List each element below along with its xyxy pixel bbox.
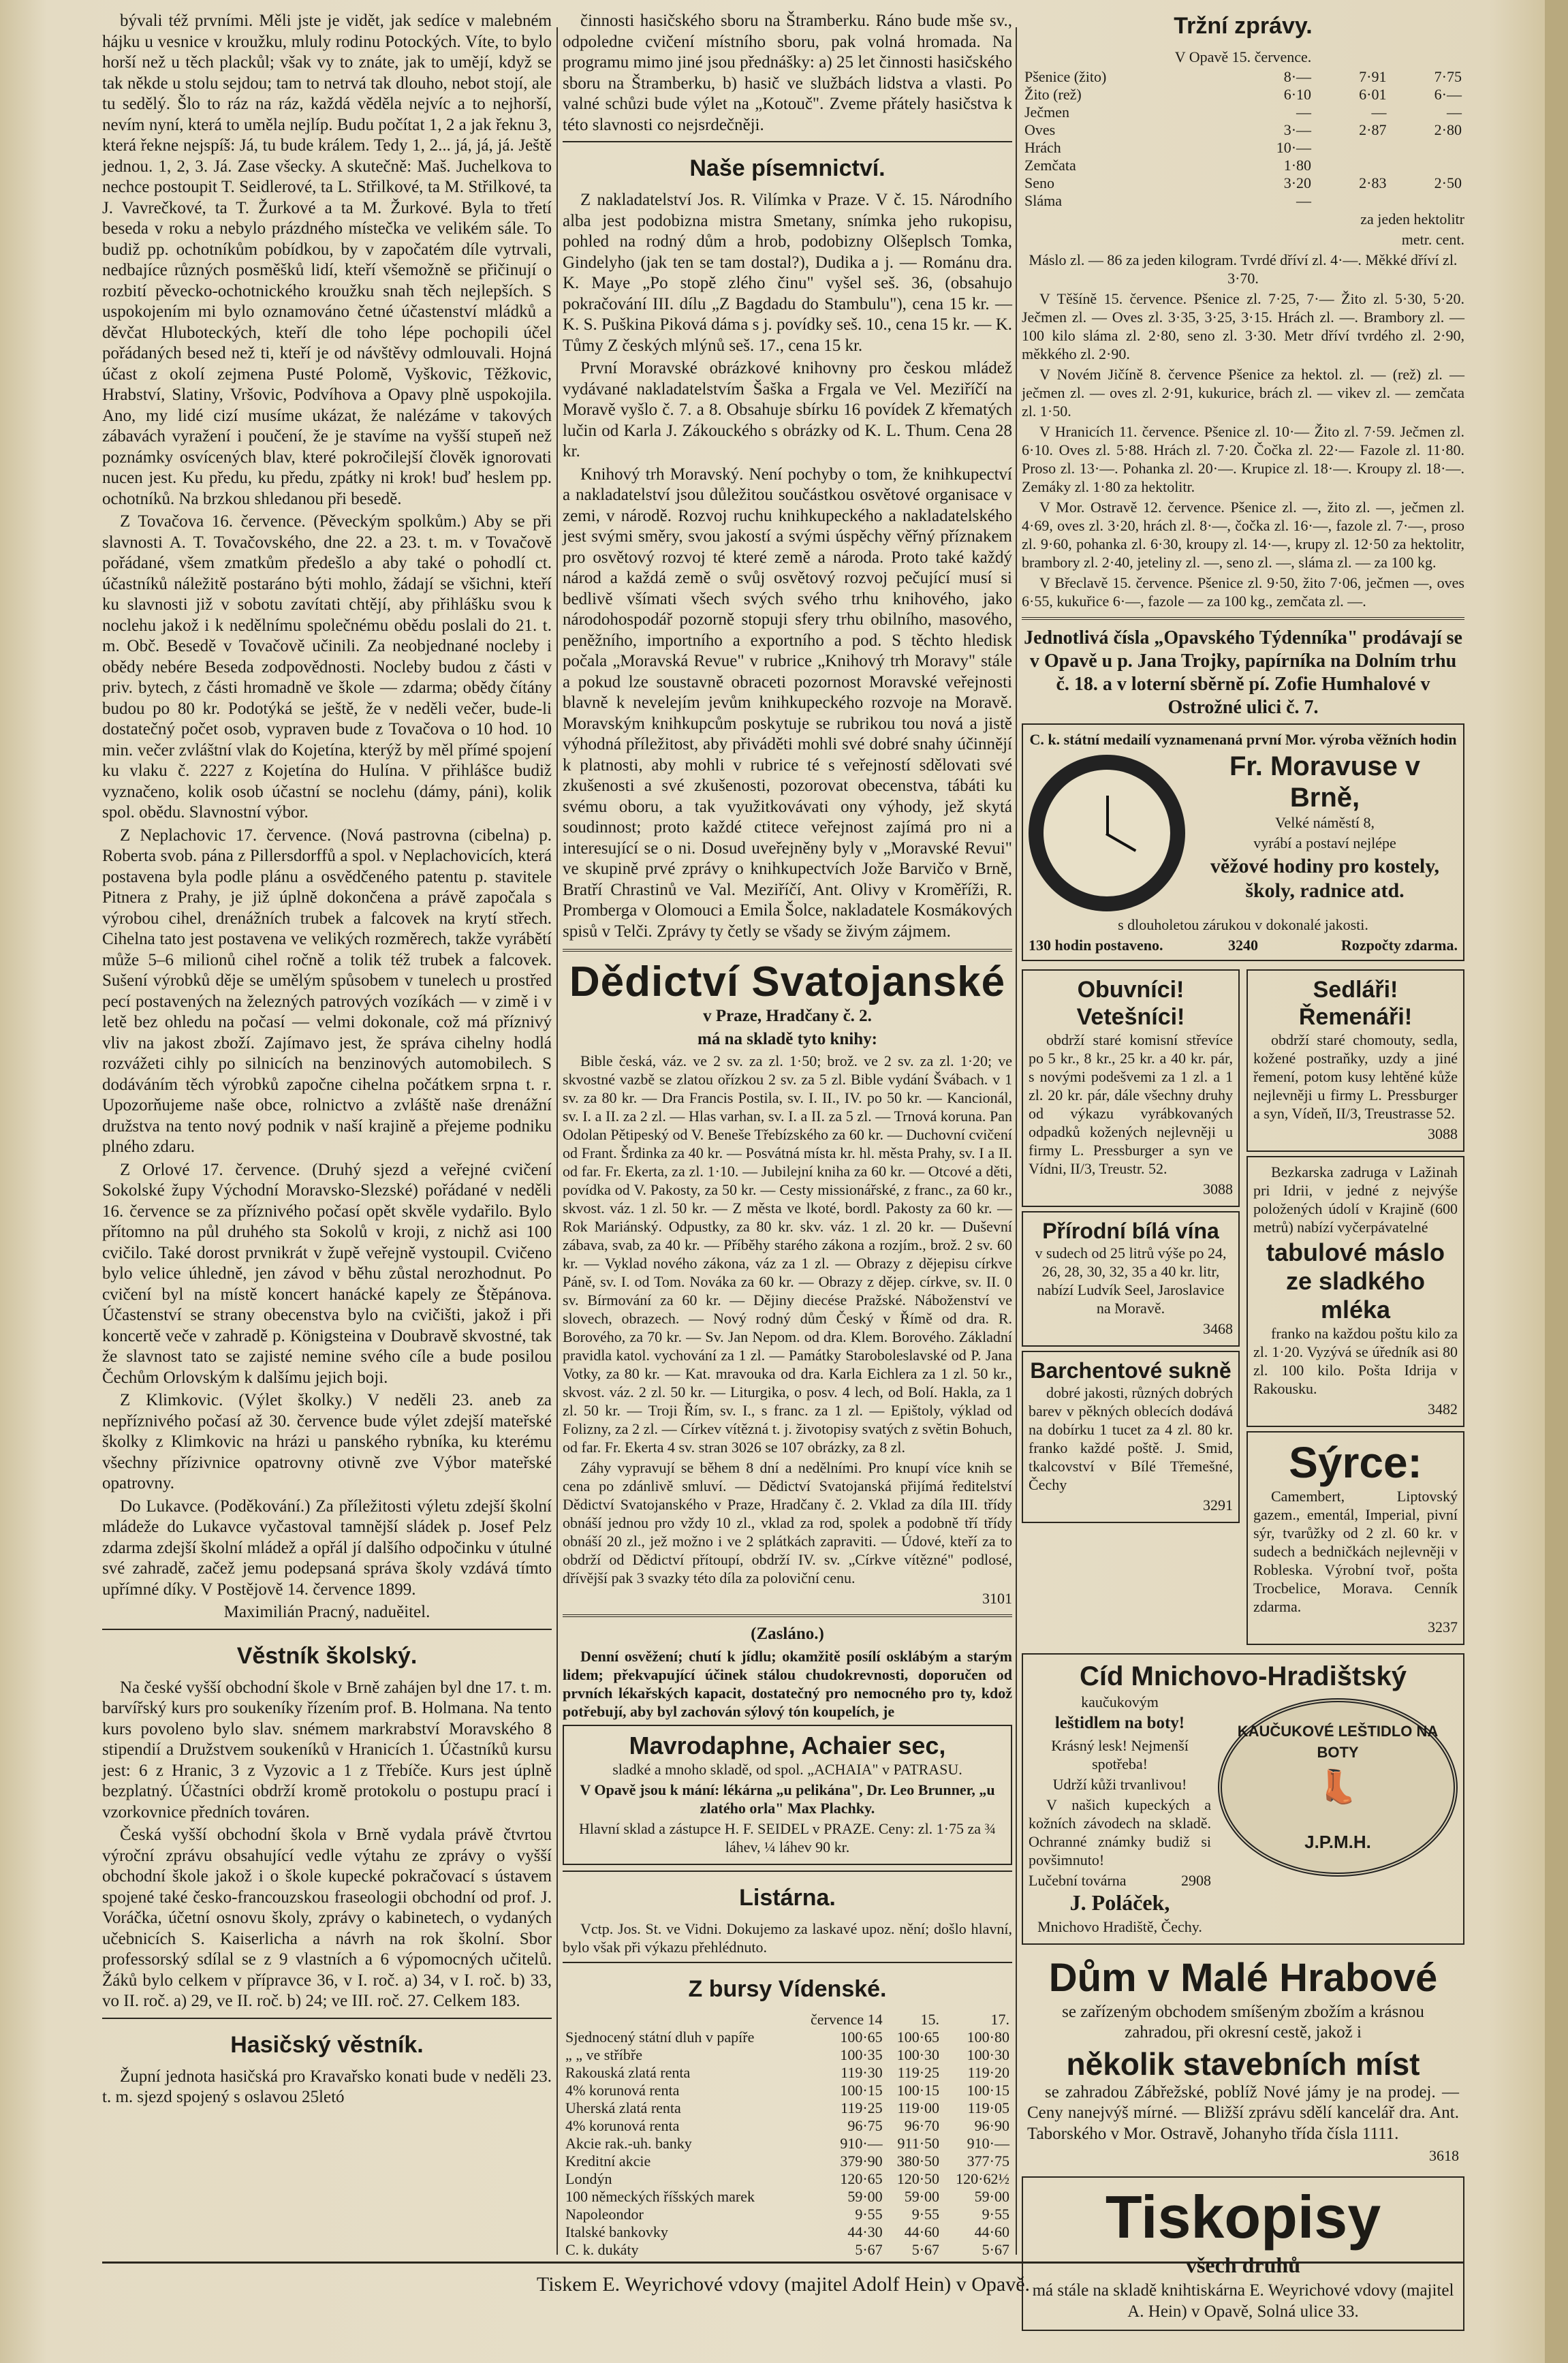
saddle-body: obdrží staré chomouty, sedla, kožené postraňky, uzdy a jiné řemení, potom kusy lehtěné kůže nejlevněji u firmy L. Pressburger a syn, Vídeň, II/3, Treustrasse 52. <box>1253 1031 1458 1122</box>
cheese-title: Sýrce: <box>1289 1438 1422 1487</box>
quote-cell: 119·05 <box>967 2099 1009 2116</box>
heading-market: Tržní zprávy. <box>1174 13 1313 39</box>
quote-cell: 120·65 <box>840 2170 883 2187</box>
market-row <box>1022 174 1464 192</box>
article-orlova: Z Orlové 17. července. (Druhý sjezd a veřejné cvičení Sokolské župy Východní Moravsko-Slezské) pořádané v neděli 16. července se za příznivého počasí opět skvěle vydařilo. Bylo přítomno na půl druhého sta Sokolů v kroji, z nichž asi 100 cvičilo. Také dorost prvnikrát v župě veřejně vystoupil. Cvičeno bylo velice úhledně, jen závod v běhu zůstal nerozhodnut. Po cvičení byl na místě koncert hanácké kapely ze Štěpánova. Účastenství se strany obecenstva bylo na cvičišti, jakož i při koncertě veče v zahradě p. Königsteina v Doubravě skvostné, tak že slavnost tato se zajisté nemine svého cíle a bude posilou Čechům Orlovským k dalšímu jejich boji. <box>102 1160 552 1387</box>
ad-code: 3291 <box>1203 1497 1233 1514</box>
table-row <box>563 2223 1012 2241</box>
table-row <box>563 2241 1012 2259</box>
date-col: 17. <box>990 2010 1009 2028</box>
ad-code: 3618 <box>1429 2147 1459 2164</box>
price-cell: 7·75 <box>1434 68 1462 85</box>
quote-cell: 96·75 <box>847 2116 883 2134</box>
polish-shine: Krásný lesk! Nejmenší spotřeba! <box>1051 1736 1189 1772</box>
clock-top: C. k. státní medailí vyznamenaná první Mor. výroba věžních hodin <box>1029 731 1457 748</box>
polish-factory: Lučební továrna <box>1029 1871 1127 1889</box>
quote-cell: 379·90 <box>840 2152 883 2170</box>
sales-notice: Jednotlivá čísla „Opavského Týdenníka" prodávají se v Opavě u p. Jana Trojky, papírníka na Dolním trhu č. 18. a v loterní sběrně pí. Zofie Humhalové v Ostrožné ulici č. 7. <box>1024 627 1462 718</box>
seal-text: KAUČUKOVÉ LEŠTIDLO NA BOTY <box>1237 1723 1439 1761</box>
price-cell <box>1390 192 1465 210</box>
price-cell: 2·50 <box>1434 174 1462 191</box>
quote-cell: 9·55 <box>982 2205 1009 2223</box>
price-cell <box>1314 139 1389 157</box>
article-school-1: Na české vyšší obchodní škole v Brně zahájen byl dne 17. t. m. barvířský kurs pro soukeníky řízením prof. B. Holmana. Na tento kurs povoleno bylo slav. snémem markrabství Moravského 8 stipendií a Družstvem soukeníků v Hranicích 1. Účastníků kursu jest: 6 z Hranic, 3 z Vyzovic a 1 z Třebíče. Kurs jest úplně bezplatný. Účastníci obdrží kromě protokolu o postupu prací i vzorkovnice předních továren. <box>102 1678 552 1821</box>
shoes-title: Obuvníci! Vetešníci! <box>1076 977 1185 1030</box>
butter-note: Bezkarska zadruga v Lažinah pri Idrii, v jedné z nejvýše položených údolí v Krajině (600 metrů) nabízí vyčerpávatelné <box>1253 1163 1458 1236</box>
divider <box>563 1962 1012 1963</box>
cheese-ad <box>1246 1431 1464 1645</box>
table-row <box>563 2170 1012 2188</box>
article-school-2: Česká vyšší obchodní škola v Brně vydala právě čtvrtou výroční zprávu obsahující vedle výtahu ze zprávy o vyšší obchodní škole jakož i o škole kupecké pokračovací s ústavem spojené také česko-francouzskou fraseologii obchodní od prof. J. Voráčka, účetní osnovu školy, zprávy o kabinetech, o vydaných učebnicích S. Kaiserlicha a návrh na rok školní. Sbor professorský sdílal se z 9 vlastních a 6 výpomocných učitelů. Žáků bylo celkem v přípravce 36, v I. roč. a) 34, v I. roč. b) 33, vo II. roč. a) 29, ve II. roč. b) 24; ve III. roč. 27. Celkem 183. <box>102 1826 552 2010</box>
quote-cell: 100·35 <box>840 2046 883 2063</box>
zaslano-text: Denní osvěžení; chutí k jídlu; okamžitě posílí osklábým a starým lidem; překvapující účinek stálou chudokrevnosti, doporučen od prvních lékařských kapacit, dostatečný pro nemocného pro ty, kdož potřebují, aby byl zachován sýlový tón koupelích, je <box>563 1647 1012 1720</box>
price-cell: — <box>1296 192 1312 209</box>
commodity-name: Seno <box>1024 174 1054 191</box>
price-cell: — <box>1447 104 1462 121</box>
quote-cell: 377·75 <box>967 2152 1009 2170</box>
polish-name: J. Poláček, <box>1069 1890 1170 1915</box>
date-col: 15. <box>920 2010 940 2028</box>
saddle-ad <box>1246 969 1464 1152</box>
quote-cell: 100·15 <box>840 2081 883 2099</box>
market-other: V Hranicích 11. července. Pšenice zl. 10·— Žito zl. 7·59. Ječmen zl. 6·10. Oves zl. 5·88. Hrách zl. 7·20. Čočka zl. 22·— Fazole zl. 11·80. Proso zl. 13·—. Pohanka zl. 20·—. Krupice zl. 18·—. Kroupy zl. 18·—. Zemáky zl. 1·80 za hektolitr. <box>1022 423 1464 495</box>
quote-cell: 5·67 <box>911 2240 940 2258</box>
quote-cell: 9·55 <box>911 2205 940 2223</box>
butter-body: franko na každou poštu kilo za zl. 1·20. Vyzývá se úředník asi 80 zl. 100 kilo. Pošta Idrija v Rakousku. <box>1253 1325 1458 1397</box>
ad-code: 3240 <box>1228 937 1258 954</box>
boot-icon: 👢 <box>1317 1769 1358 1805</box>
printer-footer: Tiskem E. Weyrichové vdovy (majitel Adolf Hein) v Opavě. <box>102 2262 1464 2296</box>
quote-cell: 911·50 <box>897 2134 940 2152</box>
quote-cell: 5·67 <box>855 2240 883 2258</box>
article-klimkovice: Z Klimkovic. (Výlet školky.) V neděli 23. aneb za nepříznivého počasí až 30. července bude výlet zdejší mateřské školky z Klimkovic na hrázi u panského rybníka, ku kterému všechny přízivnice opatrovny otivně zve Výbor mateřské opatrovny. <box>102 1391 552 1492</box>
quote-cell: 59·00 <box>847 2187 883 2205</box>
commodity-name: Hrách <box>1024 139 1061 156</box>
commodity-name: Ječmen <box>1024 104 1069 121</box>
quote-cell: 119·25 <box>897 2063 940 2081</box>
market-opava: V Opavě 15. července. <box>1174 48 1312 65</box>
print-title: Tiskopisy <box>1105 2183 1381 2251</box>
zaslano-heading: (Zasláno.) <box>751 1625 824 1643</box>
price-cell: 3·— <box>1283 121 1312 138</box>
divider <box>563 141 1012 142</box>
article-lukavec: Do Lukavce. (Poděkování.) Za příležitosti výletu zdejší školní mládeže do Lukavce vyčastoval tamnější sládek p. Josef Pelz zdarma zdejší školní mládež a opřál jí dalšího odpočinku v útulné své zahradě, začež jemu podepsaná správa školy vzdává tímto upřímné díky. V Postějově 14. července 1899. <box>102 1497 552 1599</box>
table-row <box>563 2153 1012 2170</box>
table-row <box>563 2082 1012 2099</box>
svatojan-books: Bible česká, váz. ve 2 sv. za zl. 1·50; brož. ve 2 sv. za zl. 1·20; ve skvostné vazbě se zlatou ořízkou 2 sv. za 5 zl. Bible vydání Švábach. v 1 sv. za 80 kr. — Dra Francis Postila, sv. I. II., IV. po 50 kr. — Kancionál, sv. I. a II. za 2 zl. — Hlas varhan, sv. I. a II. za 5 zl. — Trnová koruna. Pan Odolan Pětipeský od V. Beneše Třebízského za 60 kr. — Duchovní cvičení od Frant. Šrdinka za 40 kr. — Posvátná místa kr. hl. města Prahy, sv. I a II. od far. Fr. Ekerta, za zl. 1·10. — Jubilejní kniha za 60 kr. — Otcové a děti, povídka od V. Pakosty, za 50 kr. — Cesty missionářské, z franc., za 60 kr., skvost. váz. 1 zl. 50 kr. — Z města ve lkoté, bordl. Pakosty za 60 kr. — Rok Mariánský. Odpustky, za 80 kr. skv. váz. 1 zl. 20 kr. — Duševní zábava, svab, za 40 kr. — Příběhy starého zákona a rozjím., brož. 2 sv. 60 kr. — Vyklad nového zákona, váz za 1 zl. — Obrazy z dějepisu církve Páně, sv. I. od Tom. Nováka za 60 kr. — Obrazy z dějep. církve, sv. II. 0 sv. Bírmování za 60 kr. — Dějiny diecése Pražské. Náboženství ve slovech, obrazech. — Nový rodný dům Český v Římě od dra. R. Borového, za 70 kr. — Sv. Jan Nepom. od dra. Klem. Borového. Základní pravidla katol. vychování za 1 zl. — Památky Staroboleslavské od P. Jana Votky, za 80 kr. — Kat. mravouka od dra. Karla Eichlera za 1 zl. 50 kr., skvost. váz. 2 zl. 50 kr. — Liturgika, o posv. 4 lech, od Bolí. Hakla, za 1 zl. 50 kr. — Troji Řím, sv. I., s franc. za 1 zl. — Epištoly, výklad od Folizny, za 2 zl. — Církev vítězná t. j. životopisy svatých z světin Bohuch, od far. Fr. Ekerta 4 sv. stran 3026 se 107 obrázky, za 8 zl. <box>563 1052 1012 1456</box>
quote-cell: 9·55 <box>855 2205 883 2223</box>
market-row <box>1022 104 1464 121</box>
polish-body: V našich kupeckých a kožních závodech na skladě. Ochranné známky budiž si povšimnuto! <box>1029 1796 1211 1868</box>
date-col: července 14 <box>811 2010 883 2028</box>
cloth-ad <box>1022 1351 1240 1523</box>
house-body: se zařízeným obchodem smíšeným zbožím a krásnou zahradou, při okresní cestě, jakož i <box>1062 2002 1424 2041</box>
cloth-title: Barchentové sukně <box>1030 1358 1232 1383</box>
market-other: V Novém Jičíně 8. července Pšenice za hektol. zl. — (rež) zl. — ječmen zl. — oves zl. 2·91, kukurice, brách zl. — vikev zl. — zemčata zl. 1·50. <box>1022 366 1464 420</box>
price-cell: 10·— <box>1276 139 1312 156</box>
column-2 <box>563 11 1012 2259</box>
column-divider <box>556 27 558 2255</box>
shoes-ad <box>1022 969 1240 1207</box>
security-name: „ „ ve stříbře <box>565 2046 642 2063</box>
commodity-name: Zemčata <box>1024 157 1076 174</box>
market-other: V Břeclavě 15. července. Pšenice zl. 9·50, žito 7·06, ječmen —, oves 6·55, kukuřice 6·—, fazole — za 100 kg., zemčata zl. —. <box>1022 574 1464 610</box>
print-ad <box>1022 2176 1464 2331</box>
lit-item: První Moravské obrázkové knihovny pro českou mládež vydávané nakladatelstvím Šaška a Frgala ve Vel. Meziříčí na Moravě vyšlo č. 7. a 8. Obsahuje sbírku 16 povídek Z křematých lučin od Karla J. Zákouckého s obrázky od K. L. Thum. Cena 28 kr. <box>563 359 1012 460</box>
table-row <box>563 2046 1012 2064</box>
page-edge <box>1545 0 1568 2363</box>
price-cell: 6·01 <box>1359 86 1387 103</box>
shoes-body: obdrží staré komisní střevíce po 5 kr., 8 kr., 25 kr. a 40 kr. pár, s novými podešvemi za 1 zl. a 1 zl. 20 kr. pár, dále všechny druhy od výkazu vyrábkovaných odpadků kožených nejlevněji u firmy L. Pressburger a syn ve Vídni, II/3, Treustr. 52. <box>1029 1031 1233 1177</box>
column-1 <box>102 11 552 2259</box>
column-divider <box>1016 27 1017 2255</box>
letters-text: Vctp. Jos. St. ve Vidni. Dokujemo za laskavé upoz. nění; došlo hlavní, bylo však při výkazu přehlédnuto. <box>563 1920 1012 1956</box>
clock-line2: věžové hodiny pro kostely, školy, radnice atd. <box>1210 855 1440 902</box>
divider <box>1022 617 1464 620</box>
table-row <box>563 2029 1012 2046</box>
saddle-title: Sedláři! Řemenáři! <box>1298 977 1413 1030</box>
quote-cell: 59·00 <box>904 2187 940 2205</box>
market-note: Máslo zl. — 86 za jeden kilogram. Tvrdé dříví zl. 4·—. Měkké dříví zl. 3·70. <box>1029 251 1458 287</box>
wine-title: Mavrodaphne, Achaier sec, <box>629 1731 946 1759</box>
security-name: Kreditní akcie <box>565 2152 651 2170</box>
heading-school: Věstník školský. <box>236 1642 418 1669</box>
divider <box>102 2018 552 2019</box>
security-name: Italské bankovky <box>565 2223 668 2240</box>
quote-cell: 100·80 <box>967 2028 1009 2046</box>
commodity-name: Pšenice (žito) <box>1024 68 1107 85</box>
table-row <box>563 2206 1012 2223</box>
price-cell <box>1314 192 1389 210</box>
clock-addr: Velké náměstí 8, <box>1274 814 1375 831</box>
svatojan-sub: má na skladě tyto knihy: <box>697 1029 877 1048</box>
heading-literature: Naše písemnictví. <box>689 155 885 181</box>
svatojan-address: v Praze, Hradčany č. 2. <box>703 1007 872 1025</box>
clock-ad <box>1022 723 1464 961</box>
quote-cell: 44·30 <box>847 2223 883 2240</box>
divider <box>563 949 1012 952</box>
security-name: Uherská zlatá renta <box>565 2099 681 2116</box>
house-title: Dům v Malé Hrabové <box>1048 1955 1438 2000</box>
price-cell: 2·80 <box>1434 121 1462 138</box>
article-tovacov: Z Tovačova 16. července. (Pěveckým spolkům.) Aby se při slavnosti A. T. Tovačovského, dne 22. a 23. t. m. v Tovačově pořádané, všem zmatkům předešlo a aby také o pohodlí ct. účastníků náležitě postaráno býti mohlo, žádají se všichni, kteří ku slavnosti již v sobotu zavítati chtějí, aby přihlášku svou k noclehu jakož i k nedělnímu společnému obědu poslali do 21. t. m. Obč. Besedě v Tovačově učinili. Za neobjednané nocleby i obědy nebére Beseda zodpovědnosti. Nocleby budou z části v priv. bytech, z části hromadně ve škole — zdarma; obědy čítány budou po 80 kr. Podotýká se ještě, že v neděli večer, bude-li dostatečný počet osob, vypraven bude z Tovačova o 10 hod. 10 min. večer zvláštní vlak do Kojetína, kterýž by měl přímé spojení ku vlaku č. 2227 z Kojetína do Hulína. V přihlášce budiž vyznačeno, kolik osob účastní se noclehu (dámy, páni), kolik spol. obědu. Slavnostní výbor. <box>102 512 552 821</box>
article-intro: činnosti hasičského sboru na Štramberku. Ráno bude mše sv., odpoledne cvičení místního sboru, pak volná hromada. Na programu mimo jiné jsou přednášky: a) 25 let činnosti hasičského sboru na Štramberku, b) hasič ve službách lidstva a vlasti. Po valné schůzi bude výlet na „Kotouč". Zveme přátely hasičstva k této slavnosti co nejsrdečněji. <box>563 12 1012 134</box>
lit-item: Knihový trh Moravský. Není pochyby o tom, že knihkupectví a nakladatelství jsou důležitou součástkou osvětové organisace v zemi, v národě. Rozvoj ruchu knihkupeckého a nakladatelského jest svými směry, svou jakostí a svými úspěchy věřný příznakem pro osvětový rozvoj té které země a národa. Proto také každý národ a každá země o svůj osvětový rozvoj pečující musí si bedlivě všímati všech svých svého trhu knihového, jako národohospodář pozorně stopuji sfery trhu obilního, masového, peněžního, importního a exportního a pod. S těchto hledisk počala „Moravská Revue" v rubrice „Knihový trh Moravy" stále a pokud lze soustavně obraceti pozornost Moravské veřejnosti blavně k nevelejím jevům knihkupeckého rozvoje na Moravě. Moravským knihkupcům poskytuje se rubrikou tou nová a jistě výhodná příležitost, aby přiváděti mohli své dobré snahy účinnějí k platnosti, aby mohli v rubrice té s veřejností sdělovati své zkušenosti a své zkušenosti, pozorovat obecenstva, tábáti ku svému oboru, a tak využitkovávati ony výhody, jež skytá soudinnost; proto každé ctitece veřejnost zajímá pro ni a interesující se o ni. Dosud uveřejněny byly v „Moravské Revui" ve skupině prvé zprávy o knihkupectvích Jože Barvičo v Brně, Bratří Chrastinů ve Val. Meziříčí, Ant. Olivy v Kroměříži, R. Promberga v Olomouci a Emila Šolce, nakladatele Kosmákových spisů v Telči. Zprávy ty četly se všady se živým zájmem. <box>563 465 1012 941</box>
price-cell: 2·83 <box>1359 174 1387 191</box>
quote-cell: 100·30 <box>896 2046 940 2063</box>
house-big: několik stavebních míst <box>1066 2046 1420 2082</box>
quote-cell: 5·67 <box>982 2240 1009 2258</box>
quote-cell: 100·65 <box>840 2028 883 2046</box>
article-neplachovice: Z Neplachovic 17. července. (Nová pastrovna (cibelna) p. Roberta svob. pána z Pillersdorffů a spol. v Neplachovicích, která postavena byla podle plánu a osvědčeného patentu p. stavitele Pitnera z Prahy, je již úplně dokončena a právě započala s výrobou cihel, drenážních trubek a falcovek na krytí střech. Cihelna tato jest postavena ve velikých rozměrech, takže vyrábětí může 5–6 milionů cihel ročně a tolik též trubek a falcovek. Sušení výrobků děje se umělým spůsobem v tunelech u prostřed pecí postavených na železných patrových vozíkách — v zimě i v letě bez ohledu na počasí — velmi dokonale, což má příznivý vliv na jakost zboží. Zajímavo jest, že správa cihelny hodlá rozvážeti cihly po silnicích na benzinových automobilech. S dodáváním těch výrobků započne cihelna počátkem srpna t. r. Upozorňujeme naše obce, rolnictvo a zvláště naše drenážní družstva na tento nový podnik v naší krajině a přejeme podniku plného zdaru. <box>102 826 552 1156</box>
wine2-title: Přírodní bílá vína <box>1042 1219 1219 1243</box>
price-cell: 3·20 <box>1283 174 1312 191</box>
ad-code: 2908 <box>1181 1871 1211 1889</box>
quote-cell: 100·15 <box>967 2081 1009 2099</box>
clock-right: Rozpočty zdarma. <box>1340 937 1458 954</box>
quote-cell: 96·90 <box>974 2116 1009 2134</box>
house-body2: se zahradou Zábřežské, poblíž Nové jámy je na prodej. — Ceny nanejvýš mírné. — Bližší zprávu sdělí kancelář dra. Ant. Taborského v Mor. Ostravě, Johanyho třída čísla 1111. <box>1027 2082 1459 2143</box>
svatojan-info: Záhy vypravují se během 8 dní a nedělními. Pro knupí více knih se cena po zdánlivě smluví. — Dědictví Svatojanská přijímá ředitelství Dědictví Svatojanského v Praze, Hradčany č. 2. Vklad za díla III. třídy obnáší jednou pro vždy 10 zl., vklad za rod, spolek a podobně tří třídy obnáší 20 zl., jež možno i ve 2 splátkách zapraviti. — Údové, kteří za to obdrží od Dědictví přítoupí, obdrží IV. sv. „Církve vítězné" podlosé, dřívější pak 3 svazky této díla za poloviční cenu. <box>563 1459 1012 1586</box>
column-3 <box>1022 11 1464 2321</box>
ad-code: 3482 <box>1428 1400 1458 1418</box>
table-row <box>563 2099 1012 2117</box>
quote-cell: 44·60 <box>974 2223 1009 2240</box>
divider <box>563 1614 1012 1617</box>
cloth-body: dobré jakosti, různých dobrých barev v pěkných oblecích dodává na dobírku 1 tucet za 4 zl. 80 kr. franko každé poště. J. Smid, tkalcovství v Bílé Třemešné, Čechy <box>1029 1384 1233 1493</box>
ad-code: 3468 <box>1203 1320 1233 1337</box>
wine-note: Hlavní sklad a zástupce H. F. SEIDEL v PRAZE. Ceny: zl. 1·75 za ¾ láhev, ¼ láhev 90 kr. <box>578 1819 997 1856</box>
commodity-name: Sláma <box>1024 192 1062 209</box>
ad-code: 3088 <box>1203 1180 1233 1198</box>
quote-cell: 59·00 <box>974 2187 1009 2205</box>
clock-line3: s dlouholetou zárukou v dokonalé jakosti. <box>1118 916 1368 933</box>
price-cell <box>1314 157 1389 174</box>
quote-cell: 119·25 <box>841 2099 883 2116</box>
article-text: bývali též prvními. Měli jste je vidět, jak sedíce v malebném hájku u vesnice v kroužku, mluly rodinu Potockých. Víte, to bylo horší než u těch plackůl; však vy to znáte, jak to umějí, když se tak někde u stolu sejdou; tam to netrvá tak dlouho, nebot stojí, ale tu sedělý. Šlo to ráz na ráz, každá věděla nejvíc a to nejhorší, nevím nyní, která to uměla nejlíp. Budu počítat 1, 2 a jak řeknu 3, která řekne nejspíš: Já, tu bude králem. Tedy 1, 2... já, já, já. Ještě jednou. 1, 2, 3. Já. Zase všecky. A skutečně: Maš. Juchelkova to nechce postoupit T. Seidlerové, ta L. Střilkové, ta M. Střilkové, ta J. Vavrečkové, ta T. Žurkové a ta M. Žurkové. Byla to třetí beseda v roku a nebylo prázdného místečka ve velikém sále. To budiž pp. ochotníkům pobídkou, by v započatém díle vytrvali, nedbajíce různých posměšků lidí, kteří všemožně se přičinují o rozbití pěvecko-ochotnického kroužku snah těch nejlepších. S uspokojením mi bylo oznamováno četné účastenství mládků a děvčat Hluboteckých, kteří dle toho lépe pochopili účel pořádaných besed než ti, kteří je od návštěvy odmlouvali. Hojná účast z okolí zejmena Pusté Polomě, Vyškovic, Těžkovic, Hrabství, Slatiny, Vršovic, Podvíhova a Opavy plně uspokojila. Ano, my lidé cizí musíme ukázat, že nalézáme v takových zábavách vyražení i poučení, že je stavíme na vyšší stupeň než poznámky osvícených blav, které pokročilejší člověk ignorovati nucen jest. Ku předu, ku předu, zpátky ni krok! buď heslem pp. ochotníků. Na brzkou shledanou při besedě. <box>102 12 552 508</box>
wine2-ad <box>1022 1211 1240 1347</box>
price-cell: 6·10 <box>1283 86 1312 103</box>
security-name: Londýn <box>565 2170 612 2187</box>
ad-code: 3237 <box>1428 1618 1458 1636</box>
heading-fire: Hasičský věstník. <box>230 2031 424 2058</box>
price-cell <box>1390 139 1465 157</box>
wine-ad <box>563 1725 1012 1865</box>
table-row <box>563 2117 1012 2135</box>
polish-sub: kaučukovým <box>1081 1693 1159 1710</box>
price-cell: 8·— <box>1283 68 1312 85</box>
quote-cell: 119·00 <box>897 2099 940 2116</box>
divider <box>563 1871 1012 1872</box>
market-row <box>1022 68 1464 86</box>
commodity-name: Oves <box>1024 121 1056 138</box>
price-cell: 6·— <box>1434 86 1462 103</box>
svatojan-title: Dědictví Svatojanské <box>569 958 1006 1005</box>
article-fire: Župní jednota hasičská pro Kravařsko konati bude v neděli 23. t. m. sjezd spojený s oslavou 25letó <box>102 2067 552 2106</box>
ad-code: 3101 <box>982 1590 1012 1607</box>
table-row <box>563 2188 1012 2206</box>
polish-place: Mnichovo Hradiště, Čechy. <box>1037 1918 1202 1935</box>
polish-title: Cíd Mnichovo-Hradištský <box>1079 1661 1407 1691</box>
clock-line1: vyrábí a postaví nejlépe <box>1253 834 1396 851</box>
lit-item: Z nakladatelství Jos. R. Vilímka v Praze. V č. 15. Národního alba jest podobizna mistra Smetany, snímka jeho rukopisu, pohled na rodný dům a hrob, podobizny Olšeplsch Tomka, Gindelyho (jak ten se tam dostal?), Dudika a j. — Románu dra. K. Maye „Po stopě zlého činu" vyšel seš. 36, (obsahujo pokračování III. dílu „Z Bagdadu do Stambulu"), cena 15 kr. — K. S. Puškina Piková dáma s j. povídky seš. 10., cena 15 kr. — K. Tůmy Z českých mlýnů seš. 17., cena 15 kr. <box>563 191 1012 355</box>
print-body: má stále na skladě knihtiskárna E. Weyrichové vdovy (majitel A. Hein) v Opavě, Solná ulice 33. <box>1032 2281 1454 2321</box>
quote-cell: 96·70 <box>904 2116 940 2134</box>
divider <box>102 1629 552 1630</box>
wine2-body: v sudech od 25 litrů výše po 24, 26, 28, 30, 32, 35 a 40 kr. litr, nabízí Ludvík Seel, Jaroslavice na Moravě. <box>1035 1245 1227 1317</box>
quote-cell: 119·20 <box>967 2063 1009 2081</box>
security-name: 4% korunová renta <box>565 2116 680 2134</box>
clock-name: Fr. Moravuse v Brně, <box>1229 751 1421 813</box>
quote-cell: 100·30 <box>967 2046 1009 2063</box>
market-row <box>1022 192 1464 210</box>
quote-cell: 100·65 <box>896 2028 940 2046</box>
quote-cell: 119·30 <box>841 2063 883 2081</box>
price-cell: 2·87 <box>1359 121 1387 138</box>
table-header <box>563 2011 1012 2029</box>
clock-left: 130 hodin postaveno. <box>1029 937 1163 954</box>
cheese-body: Camembert, Liptovský gazem., ementál, Imperial, pivní sýr, tvarůžky od 2 zl. 60 kr. v sudech a bedničkách nejlevněji v Robleska. Výrobní tvoř, pošta Trocbelice, Morava. Cenník zdarma. <box>1253 1488 1458 1615</box>
heading-letters: Listárna. <box>739 1884 836 1911</box>
price-cell: — <box>1296 104 1312 121</box>
quote-cell: 910·— <box>840 2134 883 2152</box>
market-row <box>1022 139 1464 157</box>
quote-cell: 44·60 <box>904 2223 940 2240</box>
quote-cell: 100·15 <box>896 2081 940 2099</box>
polish-ad <box>1022 1653 1464 1945</box>
polish-line: leštidlem na boty! <box>1054 1714 1185 1732</box>
price-cell: — <box>1371 104 1387 121</box>
commodity-name: Žito (rež) <box>1024 86 1082 103</box>
price-cell: 1·80 <box>1283 157 1312 174</box>
polish-keep: Udrží kůži trvanlivou! <box>1052 1775 1187 1793</box>
security-name: 100 německých říšských marek <box>565 2187 755 2205</box>
market-other: V Těšíně 15. července. Pšenice zl. 7·25, 7·— Žito zl. 5·30, 5·20. Ječmen zl. — Oves zl. 3·35, 3·25, 3·15. Hrách zl. —. Brambory zl. — 100 kilo sláma zl. 2·80, seno zl. 3·30. Metr dříví tvrdého zl. 2·90, měkkého zl. 2·90. <box>1022 290 1464 362</box>
seal-initials: J.P.M.H. <box>1304 1832 1371 1852</box>
quote-cell: 120·62½ <box>956 2170 1009 2187</box>
clock-icon <box>1029 755 1185 911</box>
security-name: Akcie rak.-uh. banky <box>565 2134 692 2152</box>
price-cell: 7·91 <box>1359 68 1387 85</box>
house-ad <box>1022 1949 1464 2173</box>
signature: Maximilián Pracný, naduěitel. <box>223 1603 430 1621</box>
market-row <box>1022 121 1464 139</box>
security-name: C. k. dukáty <box>565 2240 639 2258</box>
ad-code: 3088 <box>1428 1125 1458 1142</box>
market-unit: metr. cent. <box>1401 231 1464 248</box>
security-name: 4% korunová renta <box>565 2081 680 2099</box>
wine-label: sladké a mnoho skladě, od spol. „ACHAIA" v PATRASU. <box>612 1760 962 1778</box>
quote-cell: 910·— <box>967 2134 1009 2152</box>
butter-title: tabulové máslo ze sladkého mléka <box>1266 1238 1445 1324</box>
quote-cell: 380·50 <box>896 2152 940 2170</box>
bursa-table <box>563 2011 1012 2259</box>
market-unit: za jeden hektolitr <box>1360 210 1464 228</box>
seal-logo <box>1218 1698 1458 1877</box>
table-row <box>563 2135 1012 2153</box>
quote-cell: 120·50 <box>896 2170 940 2187</box>
wine-stores: V Opavě jsou k mání: lékárna „u pelikána", Dr. Leo Brunner, „u zlatého orla" Max Plachky. <box>580 1781 995 1817</box>
price-cell <box>1390 157 1465 174</box>
table-row <box>563 2064 1012 2082</box>
market-row <box>1022 157 1464 174</box>
print-sub: všech druhů <box>1185 2253 1301 2277</box>
security-name: Rakouská zlatá renta <box>565 2063 691 2081</box>
security-name: Napoleondor <box>565 2205 644 2223</box>
heading-bursa: Z bursy Vídenské. <box>688 1975 887 2002</box>
market-other: V Mor. Ostravě 12. července. Pšenice zl. —, žito zl. —, ječmen zl. 4·69, oves zl. 3·20, hrách zl. 8·—, čočka zl. 16·—, fazole zl. 7·—, proso zl. 9·60, pohanka zl. 6·30, kroupy zl. 14·—, krupy zl. 12·50 za hektolitr, brambory zl. 2·40, jeteliny zl. —, seno zl. —, sláma zl. — za 100 kg. <box>1022 499 1464 571</box>
market-row <box>1022 86 1464 104</box>
market-table <box>1022 68 1464 210</box>
security-name: Sjednocený státní dluh v papíře <box>565 2028 755 2046</box>
butter-ad <box>1246 1156 1464 1427</box>
